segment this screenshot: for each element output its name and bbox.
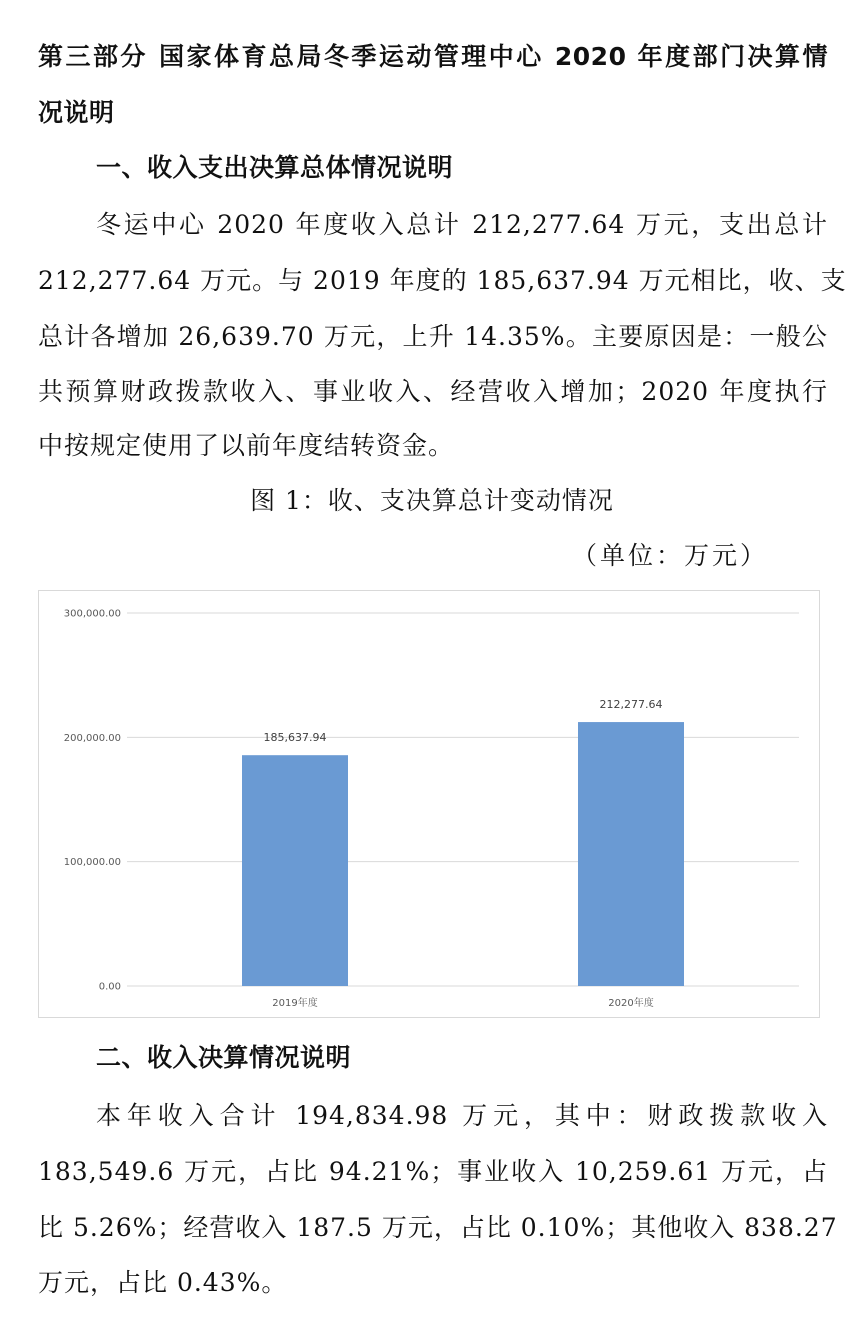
chart-y-tick-label: 300,000.00: [63, 608, 121, 620]
chart-gridlines: [127, 613, 799, 986]
bar-chart: [38, 590, 820, 1018]
chart-data-label: 212,277.64: [599, 698, 663, 712]
chart-bars: [242, 722, 684, 986]
paragraph-line: 比 5.26%；经营收入 187.5 万元，占比 0.10%；其他收入 838.27: [38, 1213, 838, 1242]
section-heading-income-expenditure: 一、收入支出决算总体情况说明: [96, 153, 454, 182]
chart-data-label: 185,637.94: [263, 731, 327, 745]
figure-caption: 图 1：收、支决算总计变动情况: [250, 486, 614, 515]
paragraph-line: 212,277.64 万元。与 2019 年度的 185,637.94 万元相比，收、支: [38, 266, 847, 295]
paragraph-line: 冬运中心 2020 年度收入总计 212,277.64 万元，支出总计: [96, 210, 828, 239]
figure-unit-label: （单位：万元）: [571, 541, 768, 570]
chart-x-tick-label: 2019年度: [272, 998, 318, 1009]
paragraph-line: 总计各增加 26,639.70 万元，上升 14.35%。主要原因是：一般公: [38, 322, 828, 351]
chart-y-tick-label: 200,000.00: [63, 732, 121, 744]
paragraph-line: 本年收入合计 194,834.98 万元，其中：财政拨款收入: [96, 1101, 828, 1130]
section-heading-income: 二、收入决算情况说明: [96, 1043, 352, 1072]
chart-y-axis-ticks: [64, 609, 121, 993]
chart-x-tick-label: 2020年度: [608, 998, 654, 1009]
chart-x-axis-labels: [272, 996, 653, 1009]
chart-bar: [578, 722, 684, 986]
paragraph-line: 共预算财政拨款收入、事业收入、经营收入增加；2020 年度执行: [38, 377, 828, 406]
paragraph-line: 万元，占比 0.43%。: [38, 1268, 288, 1297]
chart-y-tick-label: 100,000.00: [63, 857, 121, 869]
paragraph-line: 183,549.6 万元，占比 94.21%；事业收入 10,259.61 万元，占: [38, 1157, 828, 1186]
document-title: 第三部分 国家体育总局冬季运动管理中心 2020 年度部门决算情: [38, 42, 828, 71]
document-title-continued: 况说明: [38, 98, 115, 127]
paragraph-line: 中按规定使用了以前年度结转资金。: [38, 431, 455, 460]
chart-y-tick-label: 0.00: [98, 981, 121, 993]
chart-bar: [242, 755, 348, 986]
chart-canvas: [39, 591, 819, 1017]
